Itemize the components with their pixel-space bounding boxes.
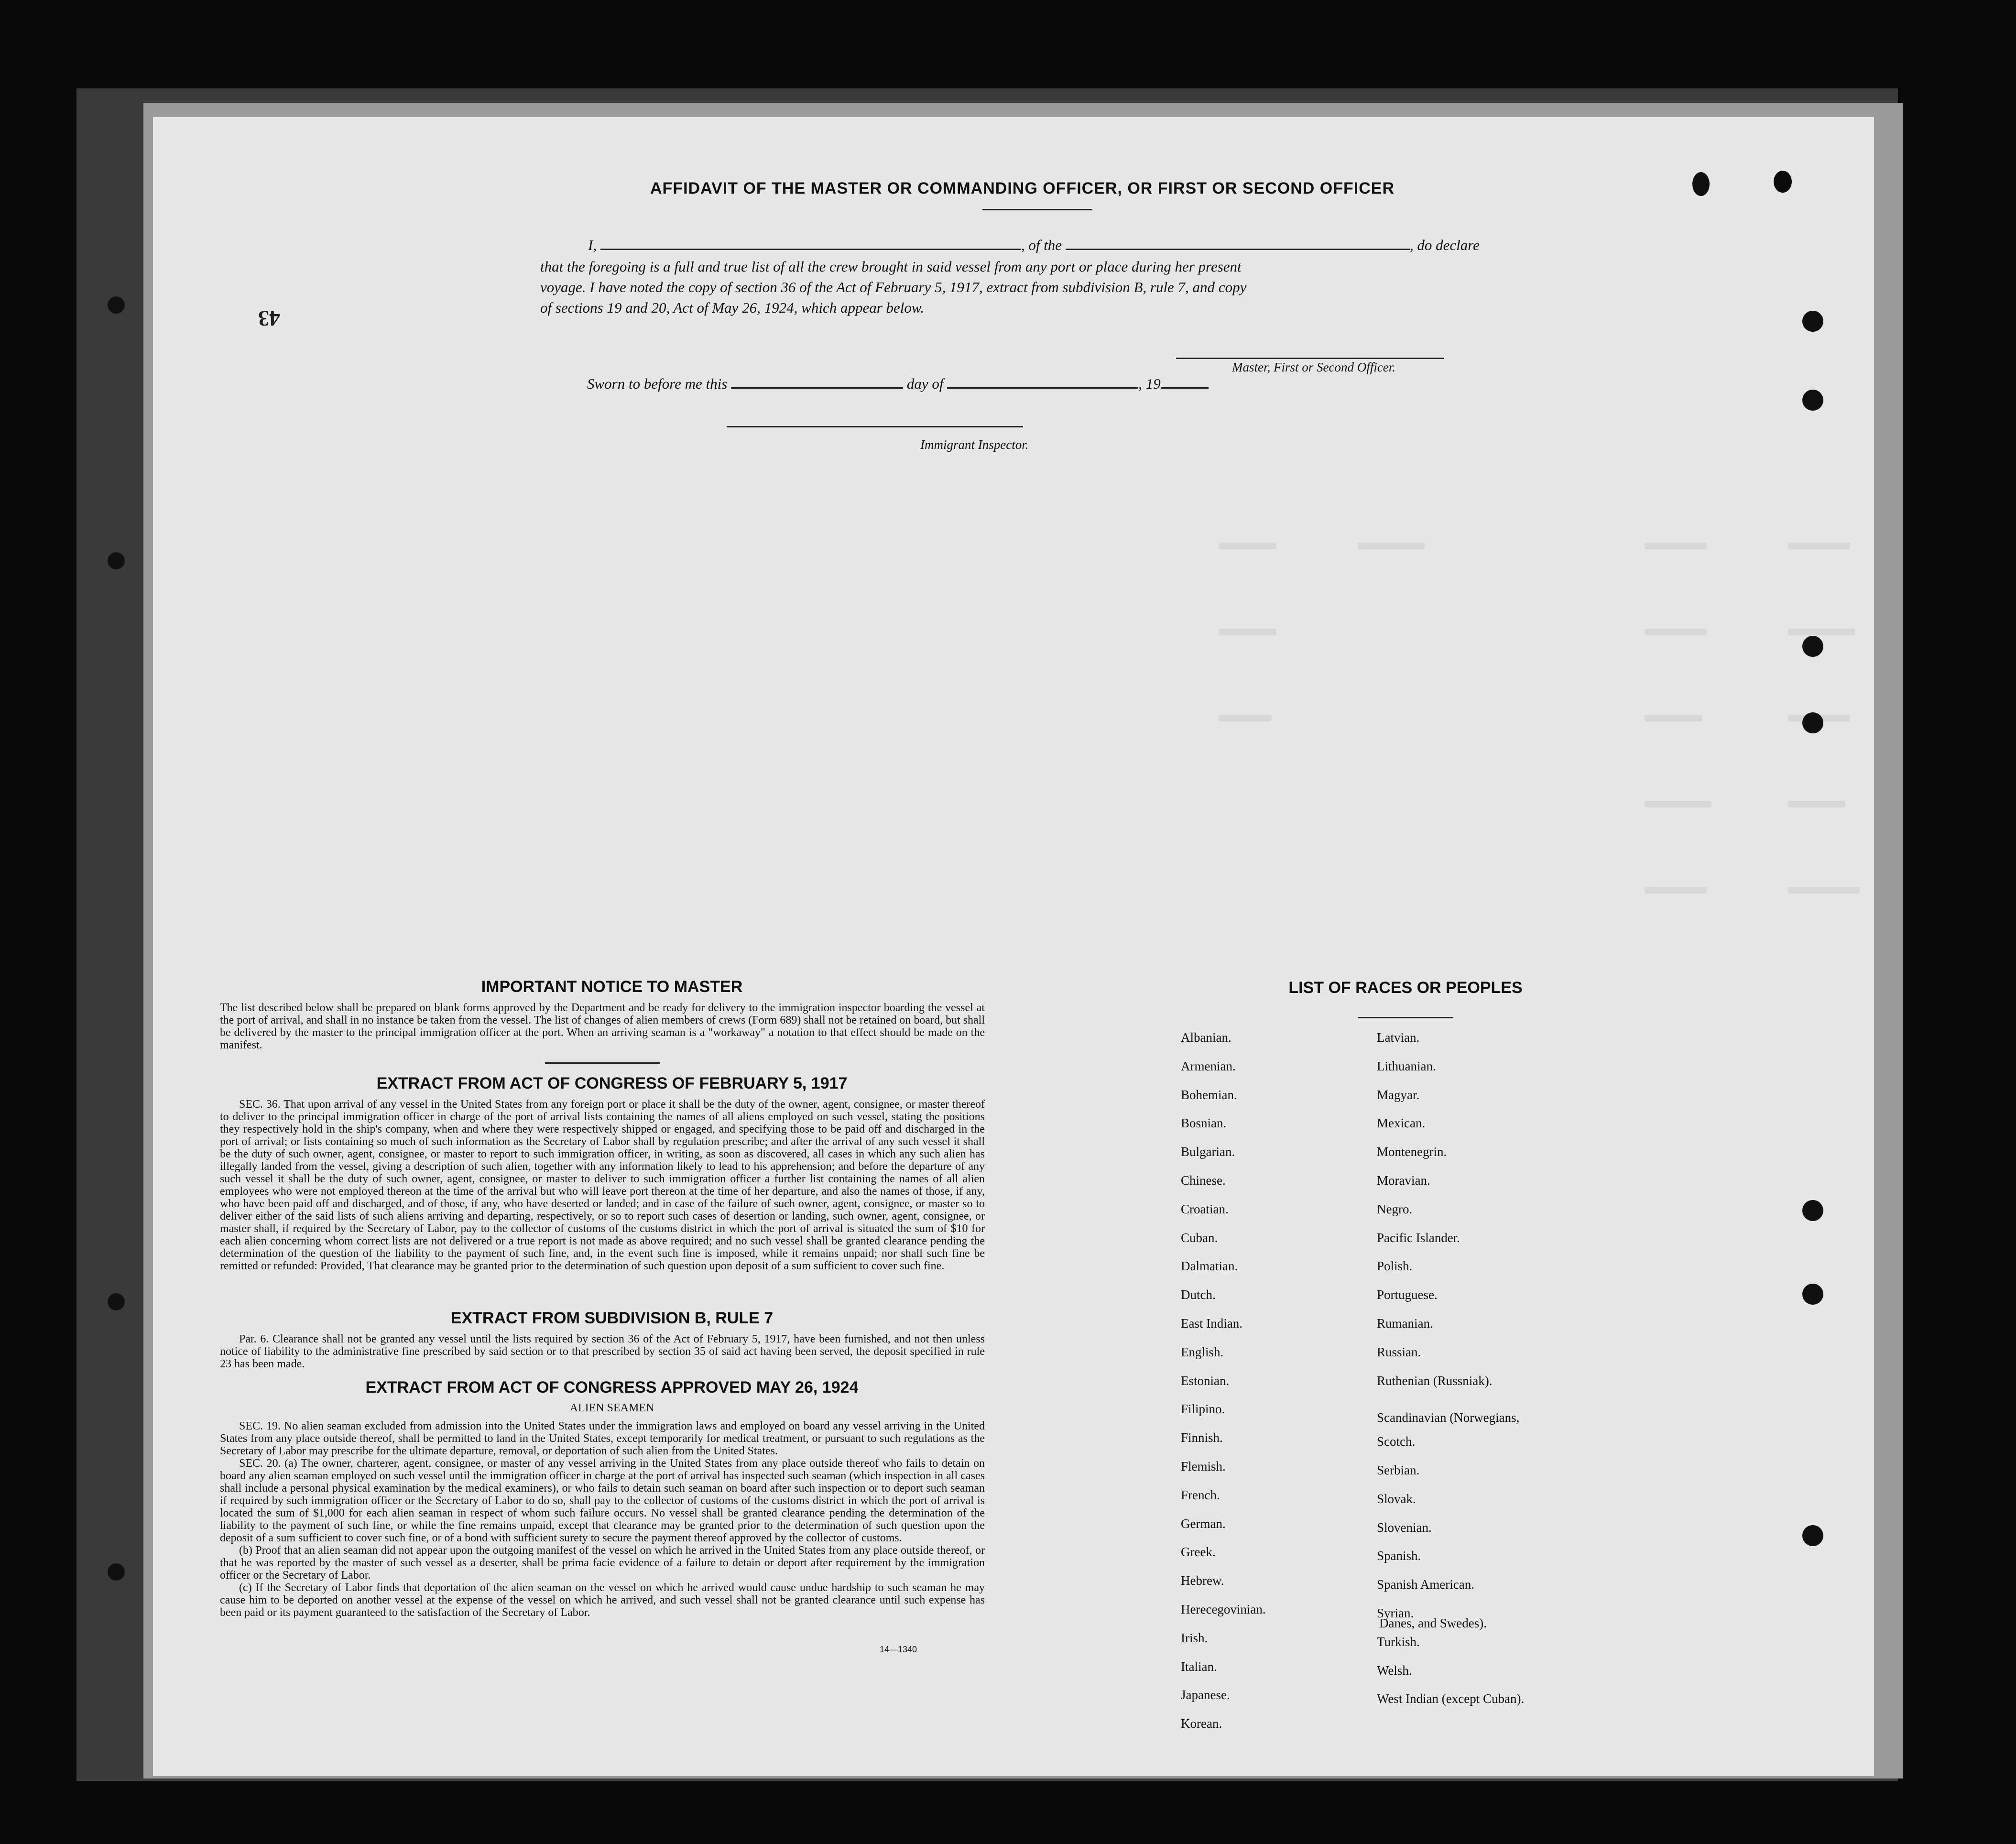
race-item: Irish. [1181, 1631, 1208, 1645]
extract-1924-body [220, 1420, 985, 1619]
affidavit-line-3: voyage. I have noted the copy of section 36 of the Act of February 5, 1917, extract from subdivision B, rule 7, and copy [540, 279, 1247, 295]
race-item: Chinese. [1181, 1173, 1226, 1188]
notice-rule [545, 1062, 660, 1064]
sec-19-text: SEC. 19. No alien seaman excluded from admission into the United States under the immigration laws and employed on board any vessel arriving in the United States from any place outside thereof, shall be permitted to land in the United States, except temporarily for medical treatment, or pursuant to such regulations as the Secretary of Labor may prescribe for the ultimate departure, removal, or deportation of such alien from the United States. [220, 1420, 985, 1457]
name-blank [600, 249, 1021, 250]
binder-hole [1774, 171, 1792, 193]
inspector-signature-line [727, 426, 1023, 427]
binder-hole [108, 1563, 125, 1581]
i-label: I, [588, 237, 597, 253]
month-blank [947, 387, 1138, 389]
race-item: Latvian. [1377, 1030, 1420, 1045]
race-item: Armenian. [1181, 1059, 1236, 1073]
race-item: Dutch. [1181, 1288, 1216, 1302]
race-item: English. [1181, 1345, 1224, 1359]
date-day-blank [731, 387, 903, 389]
sec-20c-text: (c) If the Secretary of Labor finds that deportation of the alien seaman on the vessel on which he arrived would cause undue hardship to such seaman he may cause him to be deported on another vessel at the expense of the vessel on which he arrived, and such vessel shall not be granted clearance until such expense has been paid or its payment guaranteed to the satisfaction of the Secretary of Labor. [220, 1582, 985, 1619]
bleed-through-text [1214, 538, 1955, 1685]
inspector-signature-label: Immigrant Inspector. [920, 437, 1029, 452]
race-item: Dalmatian. [1181, 1259, 1238, 1273]
race-item: Herecegovinian. [1181, 1602, 1266, 1616]
sworn-line [587, 375, 1209, 393]
form-number: 14—1340 [880, 1645, 917, 1654]
day-of-label: day of [906, 375, 944, 392]
race-item: Magyar. [1377, 1088, 1420, 1102]
alien-seamen-subtitle: ALIEN SEAMEN [569, 1402, 654, 1414]
races-rule [1358, 1017, 1453, 1018]
race-item: Mexican. [1377, 1116, 1426, 1130]
race-item: Rumanian. [1377, 1316, 1433, 1331]
year-blank [1161, 387, 1209, 389]
race-item: Spanish American. [1377, 1577, 1474, 1592]
race-item: Bosnian. [1181, 1116, 1227, 1130]
rule-7-title: EXTRACT FROM SUBDIVISION B, RULE 7 [450, 1309, 774, 1327]
race-item: Ruthenian (Russniak). [1377, 1374, 1493, 1388]
race-item: Negro. [1377, 1202, 1413, 1216]
binder-hole [108, 296, 125, 314]
race-item: Greek. [1181, 1545, 1216, 1559]
race-item: Scotch. [1377, 1434, 1416, 1449]
sec-20a-text: SEC. 20. (a) The owner, charterer, agent, consignee, or master of any vessel arriving in the United States from any place outside thereof who fails to detain on board any alien seaman employed on such vessel until the immigration officer in charge at the port of arrival has inspected such seaman (which inspection in all cases shall include a personal physical examination by the medical examiners), or who fails to detain such seaman on board after such inspection or to deport such seaman if required by such immigration officer or the Secretary of Labor to do so, shall pay to the collector of customs of the customs district in which the port of arrival is located the sum of $1,000 for each alien seaman in respect of whom such failure occurs. No vessel shall be granted clearance pending the determination of the liability to the payment of such fine, or while the fine remains unpaid, except that clearance may be granted prior to the determination of such question upon the deposit of a sum sufficient to cover such fine, or of a bond with sufficient surety to secure the payment thereof approved by the collector of customs. [220, 1457, 985, 1544]
page-number: 43 [258, 306, 280, 331]
race-item: Estonian. [1181, 1374, 1230, 1388]
title-rule [982, 209, 1092, 210]
race-item: Danes, and Swedes). [1379, 1616, 1487, 1630]
race-item: Spanish. [1377, 1549, 1421, 1563]
binder-hole [1802, 1284, 1823, 1305]
race-item: Albanian. [1181, 1030, 1231, 1045]
race-item: Montenegrin. [1377, 1145, 1447, 1159]
rule-7-text: Par. 6. Clearance shall not be granted any vessel until the lists required by section 36 of the Act of February 5, 1917, have been furnished, and not then unless notice of liability to the administrative fine prescribed by said section or to that prescribed by section 35 of said act having been served, the deposit specified in rule 23 has been made. [220, 1333, 985, 1370]
race-item: Slovenian. [1377, 1520, 1432, 1535]
binder-hole [1802, 311, 1823, 332]
race-item: Korean. [1181, 1716, 1222, 1731]
master-signature-label: Master, First or Second Officer. [1232, 360, 1395, 374]
binder-hole [1802, 1200, 1823, 1221]
extract-1924-title: EXTRACT FROM ACT OF CONGRESS APPROVED MAY 26, 1924 [365, 1378, 859, 1397]
extract-1917-text: SEC. 36. That upon arrival of any vessel in the United States from any foreign port or place it shall be the duty of the owner, agent, consignee, or master thereof to deliver to the principal immigration officer in charge of the port of arrival lists containing the names of all aliens employed on such vessel, stating the positions they respectively hold in the ship's company, when and where they were respectively shipped or engaged, and specifying those to be paid off and discharged in the port of arrival; or lists containing so much of such information as the Secretary of Labor shall by regulation prescribe; and after the arrival of any such vessel it shall be the duty of such owner, agent, consignee, or master to report to such immigration officer, in writing, as soon as discovered, all cases in which any such alien has illegally landed from the vessel, giving a description of such alien, together with any information likely to lead to his apprehension; and before the departure of any such vessel it shall be the duty of such owner, agent, consignee, or master to deliver to such immigration officer a further list containing the names of all alien employees who were not employed thereon at the time of the arrival but who will leave port thereon at the time of her departure, and also the names of those, if any, who have been paid off and discharged, and of those, if any, who have deserted or landed; and in case of the failure of such owner, agent, consignee, or master so to deliver either of the said lists of such aliens arriving and departing, respectively, or so to report such cases of desertion or landing, such owner, agent, consignee, or master shall, if required by the Secretary of Labor, pay to the collector of customs of the customs district in which the port of arrival is situated the sum of $10 for each alien concerning whom correct lists are not delivered or a true report is not made as above required; and no such vessel shall be granted clearance pending the determination of the question of the liability to the payment of such fine, and, in the event such fine is imposed, while it remains unpaid; nor shall such fine be remitted or refunded: Provided, That clearance may be granted prior to the determination of such question upon deposit of a sum sufficient to cover such fine. [220, 1098, 985, 1272]
race-item: Polish. [1377, 1259, 1413, 1273]
extract-1917-title: EXTRACT FROM ACT OF CONGRESS OF FEBRUARY 5, 1917 [376, 1074, 848, 1092]
notice-title: IMPORTANT NOTICE TO MASTER [481, 978, 743, 996]
binder-hole [1802, 390, 1823, 411]
race-item: Flemish. [1181, 1459, 1226, 1473]
race-item: Filipino. [1181, 1402, 1225, 1416]
year-label: , 19 [1138, 375, 1161, 392]
binder-hole [1802, 712, 1823, 733]
master-signature-line [1176, 358, 1444, 359]
race-item: Cuban. [1181, 1231, 1218, 1245]
affidavit-line-2: that the foregoing is a full and true list of all the crew brought in said vessel from any port or place during her present [540, 258, 1242, 275]
sworn-label: Sworn to before me this [587, 375, 728, 392]
race-item: Bohemian. [1181, 1088, 1237, 1102]
binder-hole [1802, 636, 1823, 657]
race-item: Slovak. [1377, 1492, 1416, 1506]
race-item: Pacific Islander. [1377, 1231, 1460, 1245]
race-item: Italian. [1181, 1659, 1217, 1674]
races-title: LIST OF RACES OR PEOPLES [1288, 979, 1523, 997]
race-item: Welsh. [1377, 1663, 1412, 1678]
race-item: German. [1181, 1517, 1226, 1531]
race-item: Japanese. [1181, 1688, 1230, 1702]
race-item: Hebrew. [1181, 1573, 1224, 1588]
affidavit-line-1 [588, 237, 1480, 254]
of-the-label: , of the [1021, 237, 1062, 253]
race-item: Moravian. [1377, 1173, 1430, 1188]
race-item: Croatian. [1181, 1202, 1229, 1216]
binder-hole [108, 552, 125, 569]
do-declare-label: , do declare [1409, 237, 1480, 253]
race-item: Turkish. [1377, 1635, 1420, 1649]
binder-hole [1692, 172, 1710, 196]
sec-20b-text: (b) Proof that an alien seaman did not appear upon the outgoing manifest of the vessel on which he arrived in the United States from any place outside thereof, or that he was reported by the master of such vessel as a deserter, shall be prima facie evidence of a failure to detain or deport after requirement by the immigration officer or the Secretary of Labor. [220, 1544, 985, 1582]
race-item: East Indian. [1181, 1316, 1242, 1331]
race-item: Serbian. [1377, 1463, 1420, 1477]
affidavit-line-4: of sections 19 and 20, Act of May 26, 1924, which appear below. [540, 299, 925, 316]
race-item: Syrian. [1377, 1606, 1414, 1620]
race-item: Finnish. [1181, 1430, 1223, 1445]
race-item: Scandinavian (Norwegians, [1377, 1410, 1520, 1425]
race-item: Russian. [1377, 1345, 1421, 1359]
race-item: French. [1181, 1488, 1220, 1502]
race-item: Lithuanian. [1377, 1059, 1436, 1073]
race-item: Portuguese. [1377, 1288, 1438, 1302]
race-item: Bulgarian. [1181, 1145, 1235, 1159]
vessel-blank [1066, 249, 1410, 250]
binder-hole [1802, 1525, 1823, 1546]
affidavit-title: AFFIDAVIT OF THE MASTER OR COMMANDING OFFICER, OR FIRST OR SECOND OFFICER [650, 179, 1395, 197]
binder-hole [108, 1293, 125, 1310]
race-item: West Indian (except Cuban). [1377, 1691, 1525, 1706]
document-sheet [153, 117, 1874, 1776]
notice-text: The list described below shall be prepared on blank forms approved by the Department and be ready for delivery to the immigration inspector boarding the vessel at the port of arrival, and shall in no instance be taken from the vessel. The list of changes of alien members of crews (Form 689) shall not be retained on board, but shall be delivered by the master to the principal immigration officer at the port. When an arriving seaman is a "workaway" a notation to that effect should be made on the manifest. [220, 1002, 985, 1051]
